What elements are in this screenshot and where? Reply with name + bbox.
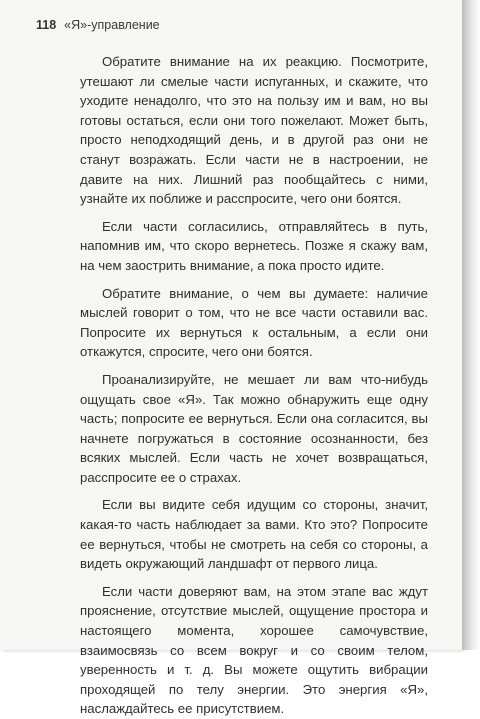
page-edge-shadow <box>462 0 480 650</box>
body-text <box>80 52 428 719</box>
page-number: 118 <box>36 18 57 32</box>
paragraph: Если части согласились, отправляйтесь в путь, напомнив им, что скоро вернетесь. Позже я скажу вам, на чем заострить внимание, а пока просто идите. <box>80 218 428 273</box>
paragraph: Проанализируйте, не мешает ли вам что-нибудь ощущать свое «Я». Так можно обнаружить еще одну часть; попросите ее вернуться. Если она согласится, вы начнете погружаться в состояние осознанности, без всяких мыслей. Если часть не хочет возвращаться, расспросите ее о страхах. <box>80 371 428 485</box>
page-header <box>36 17 160 33</box>
paragraph: Обратите внимание на их реакцию. Посмотрите, утешают ли смелые части испуганных, и скажите, что уходите ненадолго, что это на пользу им и вам, но вы готовы остаться, если они того пожелают. Может быть, просто неподходящий день, и в другой раз они не станут возражать. Если части не в настроении, не давите на них. Лишний раз пообщайтесь с ними, узнайте их поближе и расспросите, чего они боятся. <box>80 54 428 207</box>
paragraph: Если части доверяют вам, на этом этапе вас ждут прояснение, отсутствие мыслей, ощущение простора и настоящего момента, хорошее самочувствие, взаимосвязь со всем вокруг и со своим телом, уверенность и т. д. Вы можете ощутить вибрации проходящей по телу энергии. Это энергия «Я», наслаждайтесь ее присутствием. <box>80 583 428 717</box>
paragraph: Обратите внимание, о чем вы думаете: наличие мыслей говорит о том, что не все части оставили вас. Попросите их вернуться к остальным, а если они откажутся, спросите, чего они боятся. <box>80 285 428 360</box>
paragraph: Если вы видите себя идущим со стороны, значит, какая-то часть наблюдает за вами. Кто это? Попросите ее вернуться, чтобы не смотреть на себя со стороны, а видеть окружающий ландшафт от первого лица. <box>80 497 428 572</box>
running-title: «Я»-управление <box>64 18 160 32</box>
